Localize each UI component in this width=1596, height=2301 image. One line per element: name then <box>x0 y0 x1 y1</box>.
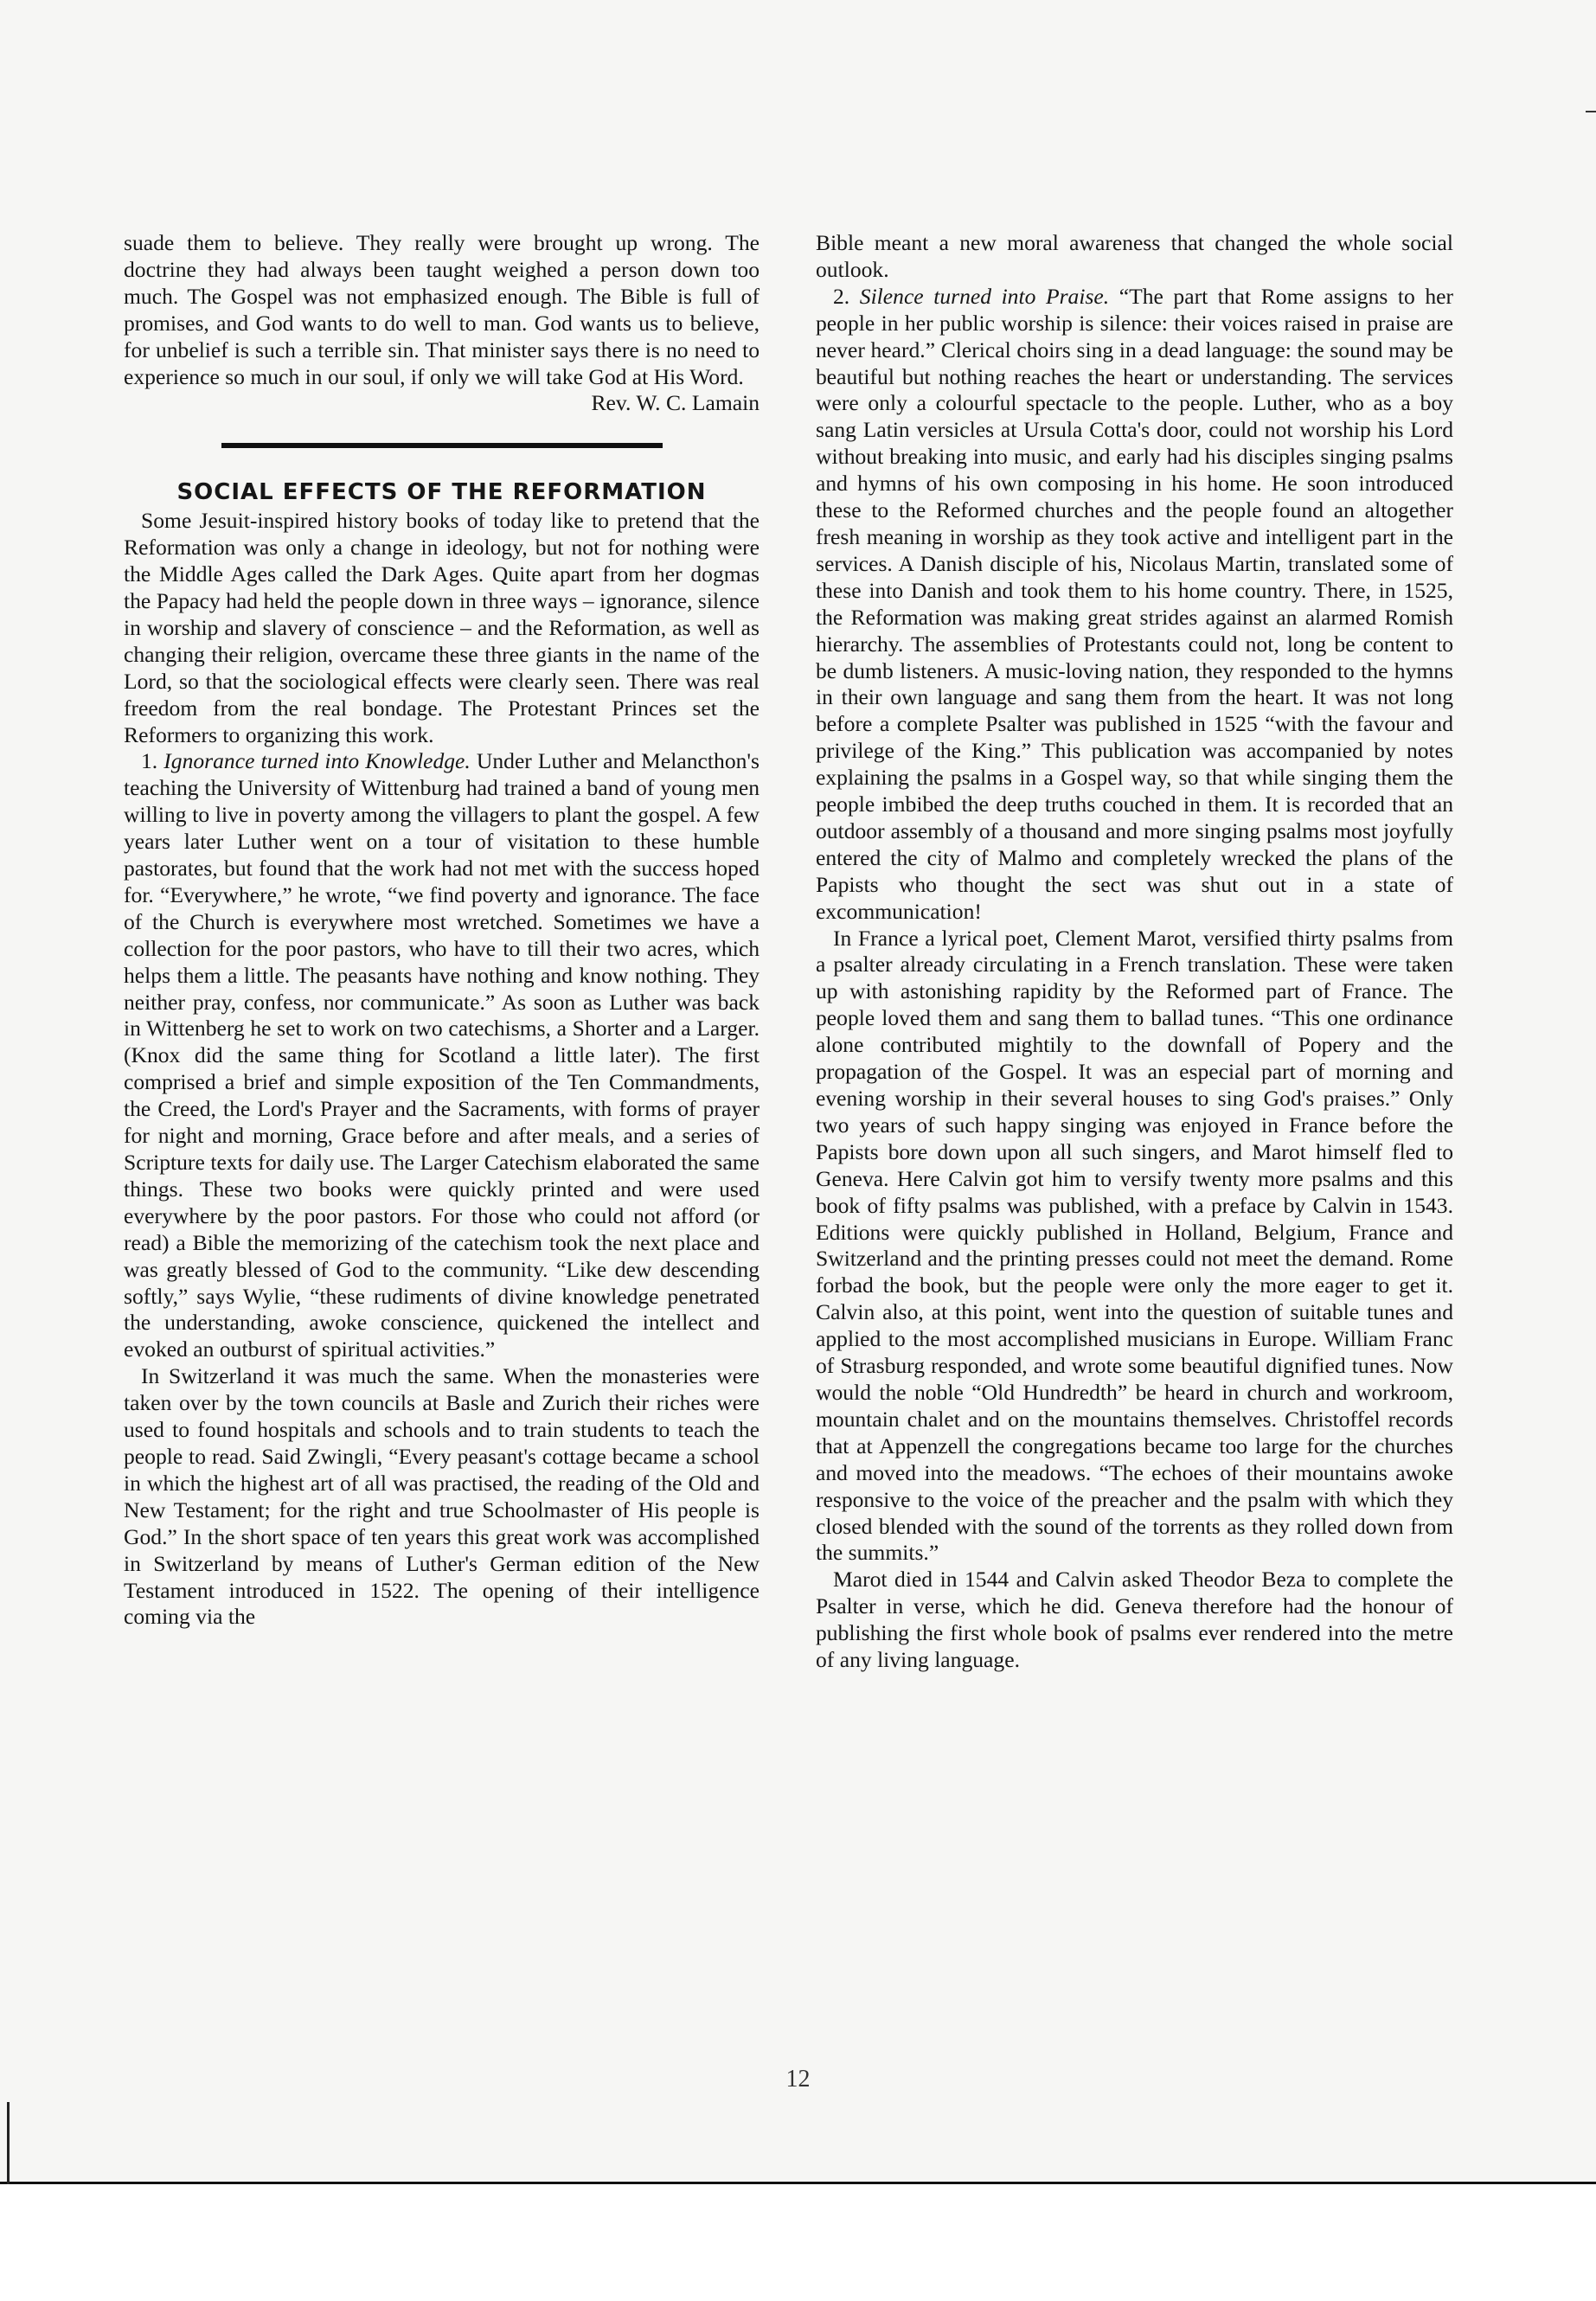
continued-paragraph: Bible meant a new moral awareness that changed the whole social outlook. <box>816 230 1453 282</box>
paragraph: In France a lyrical poet, Clement Marot, versified thirty psalms from a psalter already circulating in a French translation. These were taken up with astonishing rapidity by the Reformed part of France. The people loved them and sang them to ballad tunes. “This one ordinance alone contributed mightily to the downfall of Popery and the propagation of the Gospel. It was an especial part of morning and evening worship in their several houses to sing God's praises.” Only two years of such happy singing was enjoyed in France before the Papists bore down upon all such singers, and Marot himself fled to Geneva. Here Calvin got him to versify twenty more psalms and this book of fifty psalms was published, with a preface by Calvin in 1543. Editions were quickly published in Holland, Belgium, France and Switzerland and the printing presses could not meet the demand. Rome forbad the book, but the people were only the more eager to get it. Calvin also, at this point, went into the question of suitable tunes and applied to the most accomplished musicians in Europe. William Franc of Strasburg responded, and wrote some beautiful dignified tunes. Now would the noble “Old Hundredth” be heard in church and workroom, mountain chalet and on the mountains themselves. Christoffel records that at Appenzell the congregations became too large for the churches and moved into the meadows. “The echoes of their mountains awoke responsive to the voice of the preacher and the psalm with which they closed blended with the sound of the torrents as they rolled down from the summits.” <box>816 925 1453 1566</box>
intro-paragraph: suade them to believe. They really were brought up wrong. The doctrine they had always been taught weighed a person down too much. The Gospel was not emphasized enough. The Bible is full of promises, and God wants to do well to man. God wants us to believe, for unbelief is such a terrible sin. That minister says there is no need to experience so much in our soul, if only we will take God at His Word. <box>124 230 760 389</box>
signature: Rev. W. C. Lamain <box>591 390 760 416</box>
point-number: 2. <box>833 283 850 309</box>
scan-edge-line <box>0 2182 1596 2184</box>
point-title: Silence turned into Praise. <box>859 283 1110 309</box>
point-body: Under Luther and Melancthon's teaching the University of Wittenburg had trained a band of young men willing to live in poverty among the villagers to plant the gospel. A few years later Luther went on a tour of visitation to these humble pastorates, but found that the work had not met with the success hoped for. “Everywhere,” he wrote, “we find poverty and ignorance. The face of the Church is everywhere most wretched. Sometimes we have a collection for the poor pastors, who have to till their two acres, which helps them a little. The peasants have nothing and know nothing. They neither pray, confess, nor communicate.” As soon as Luther was back in Wittenberg he set to work on two catechisms, a Shorter and a Larger. (Knox did the same thing for Scotland a little later). The first comprised a brief and simple exposition of the Ten Commandments, the Creed, the Lord's Prayer and the Sacraments, with forms of prayer for night and morning, Grace before and after meals, and a series of Scripture texts for daily use. The Larger Catechism elaborated the same things. These two books were quickly printed and were used everywhere by the poor pastors. For those who could not afford (or read) a Bible the memorizing of the catechism took the next place and was greatly blessed of God to the community. “Like dew descending softly,” says Wylie, “these rudiments of divine knowledge penetrated the understanding, awoke conscience, quickened the intellect and evoked an outburst of spiritual activities.” <box>124 748 760 1362</box>
point-number: 1. <box>141 748 158 774</box>
scan-bottom-margin <box>0 2180 1596 2301</box>
paragraph <box>816 284 1453 926</box>
right-column <box>816 230 1453 1674</box>
point-title: Ignorance turned into Knowledge. <box>163 748 471 774</box>
scan-edge-mark <box>1586 111 1596 112</box>
article-heading: SOCIAL EFFECTS OF THE REFORMATION <box>176 479 707 506</box>
paragraph: Marot died in 1544 and Calvin asked Theodor Beza to complete the Psalter in verse, which he did. Geneva therefore had the honour of publishing the first whole book of psalms ever rendered into the metre of any living language. <box>816 1567 1453 1673</box>
paragraph: Some Jesuit-inspired history books of today like to pretend that the Reformation was only a change in ideology, but not for nothing were the Middle Ages called the Dark Ages. Quite apart from her dogmas the Papacy had held the people down in three ways – ignorance, silence in worship and slavery of conscience – and the Reformation, as well as changing their religion, overcame these three giants in the name of the Lord, so that the sociological effects were clearly seen. There was real freedom from the real bondage. The Protestant Princes set the Reformers to organizing this work. <box>124 508 760 747</box>
scan-edge-mark <box>7 2102 10 2184</box>
point-body: “The part that Rome assigns to her people in her public worship is silence: their voices raised in praise are never heard.” Clerical choirs sing in a dead language: the sound may be beautiful but nothing reaches the heart or understanding. The services were only a colourful spectacle to the people. Luther, who as a boy sang Latin versicles at Ursula Cotta's door, could not worship his Lord without breaking into music, and early had his disciples singing psalms and hymns of his own composing in his home. He soon introduced these to the Reformed churches and the people found an altogether fresh meaning in worship as they took active and intelligent part in the services. A Danish disciple of his, Nicolaus Martin, translated some of these into Danish and took them to his home country. There, in 1525, the Reformation was making great strides against an alarmed Romish hierarchy. The assemblies of Protestants could not, long be content to be dumb listeners. A music-loving nation, they responded to the hymns in their own language and sang them from the heart. It was not long before a complete Psalter was published in 1525 “with the favour and privilege of the King.” This publication was accompanied by notes explaining the psalms in a Gospel way, so that while singing them the people imbibed the deep truths couched in them. It is recorded that an outdoor assembly of a thousand and more singing psalms most joyfully entered the city of Malmo and completely wrecked the plans of the Papists who thought the sect was shut out in a state of excommunication! <box>816 283 1454 924</box>
paragraph: In Switzerland it was much the same. When the monasteries were taken over by the town councils at Basle and Zurich their riches were used to found hospitals and schools and to train students to teach the people to read. Said Zwingli, “Every peasant's cottage became a school in which the highest art of all was practised, the reading of the Old and New Testament; for the right and true Schoolmaster of His people is God.” In the short space of ten years this great work was accomplished in Switzerland by means of Luther's German edition of the New Testament introduced in 1522. The opening of their intelligence coming via the <box>124 1363 760 1630</box>
divider-rule <box>221 443 663 448</box>
page-number: 12 <box>785 2066 811 2093</box>
paragraph <box>124 748 760 1363</box>
left-column <box>124 230 760 1631</box>
